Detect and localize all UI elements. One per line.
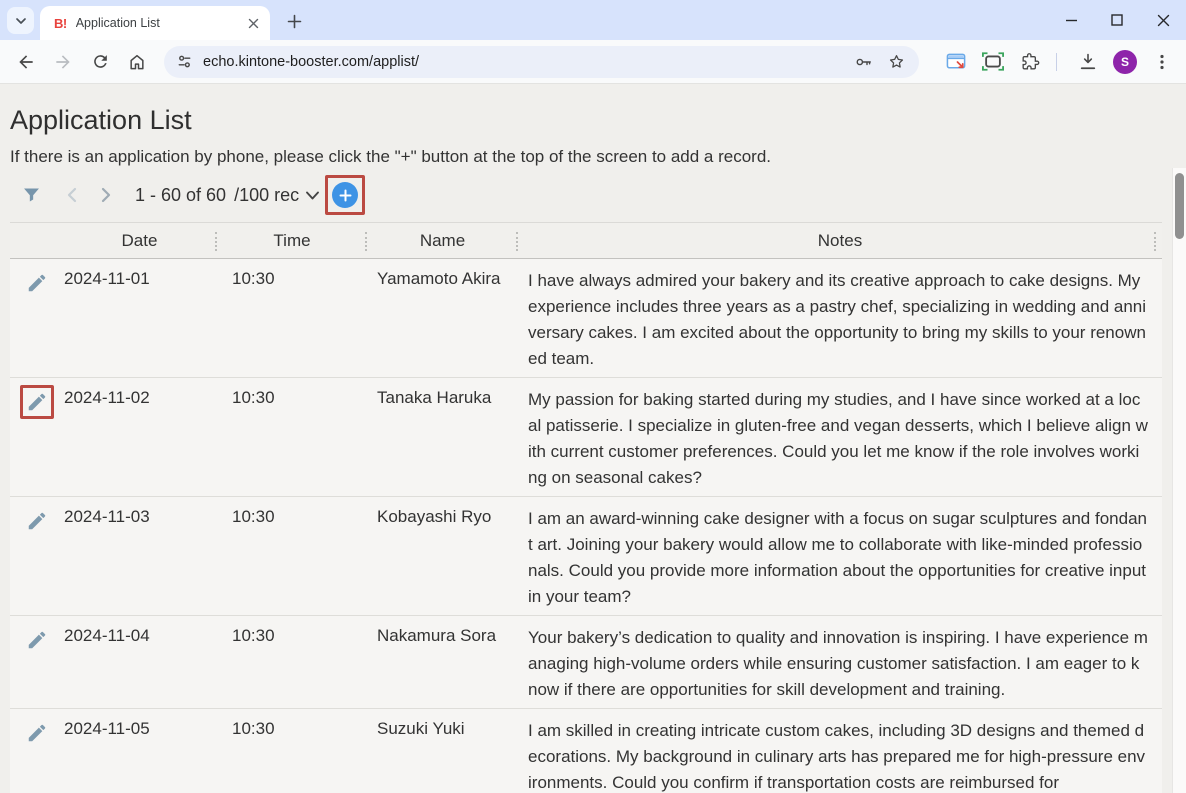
edit-record-button[interactable] xyxy=(20,385,54,419)
key-icon xyxy=(854,52,874,72)
edit-record-button[interactable] xyxy=(20,623,54,657)
table-body xyxy=(10,259,1162,793)
cell-time: 10:30 xyxy=(232,388,275,407)
cell-date: 2024-11-01 xyxy=(64,269,150,288)
cell-date: 2024-11-04 xyxy=(64,626,150,645)
home-button[interactable] xyxy=(123,48,151,76)
minimize-button[interactable] xyxy=(1048,0,1094,40)
header-date[interactable]: Date xyxy=(62,223,217,258)
tab-strip xyxy=(0,0,1186,40)
pencil-edit-icon xyxy=(26,629,48,651)
toolbar-divider xyxy=(1056,53,1057,71)
star-icon xyxy=(887,52,906,71)
extensions-area xyxy=(933,48,1176,76)
reload-icon xyxy=(91,52,110,71)
cell-name: Yamamoto Akira xyxy=(377,269,501,288)
record-range-text: 1 - 60 of 60 xyxy=(135,184,227,205)
table-header xyxy=(10,222,1162,259)
cell-date: 2024-11-05 xyxy=(64,719,150,738)
table-row[interactable] xyxy=(10,709,1162,793)
cell-name: Suzuki Yuki xyxy=(377,719,465,738)
cell-edit xyxy=(10,259,62,377)
maximize-icon xyxy=(1111,14,1123,26)
password-manager-button[interactable] xyxy=(851,49,877,75)
chevron-down-icon xyxy=(14,14,28,28)
tab-close-button[interactable] xyxy=(244,14,262,32)
browser-toolbar xyxy=(0,40,1186,84)
cell-name: Tanaka Haruka xyxy=(377,388,492,407)
annotation-box-add-button xyxy=(325,175,365,215)
records-table xyxy=(10,222,1162,793)
pencil-edit-icon xyxy=(26,272,48,294)
table-row[interactable] xyxy=(10,259,1162,378)
url-text[interactable]: echo.kintone-booster.com/applist/ xyxy=(203,53,420,70)
cell-time: 10:30 xyxy=(232,719,275,738)
window-controls xyxy=(1048,0,1186,40)
download-icon xyxy=(1078,52,1098,72)
cell-time: 10:30 xyxy=(232,269,275,288)
cell-time: 10:30 xyxy=(232,626,275,645)
edit-record-button[interactable] xyxy=(20,266,54,300)
extensions-puzzle-button[interactable] xyxy=(1016,48,1044,76)
plus-icon xyxy=(339,189,352,202)
site-settings-icon xyxy=(176,53,193,70)
chevron-right-icon xyxy=(100,187,112,203)
address-bar[interactable] xyxy=(164,46,919,78)
back-button[interactable] xyxy=(12,48,40,76)
cell-notes: I am an award-winning cake designer with a focus on sugar sculptures and fondant art. Joining your bakery would allow me to collaborate with like-minded professionals. Could you provide more information about the opportunities for creative input in your team? xyxy=(528,509,1147,606)
reload-button[interactable] xyxy=(86,48,114,76)
add-record-button[interactable] xyxy=(332,182,358,208)
maximize-button[interactable] xyxy=(1094,0,1140,40)
close-icon xyxy=(248,18,259,29)
pencil-edit-icon xyxy=(26,391,48,413)
header-name[interactable]: Name xyxy=(367,223,518,258)
screenshot-tool-icon xyxy=(946,52,967,72)
cell-edit xyxy=(10,378,62,496)
header-edit-column xyxy=(10,223,62,258)
cell-notes: I have always admired your bakery and its creative approach to cake designs. My experience includes three years as a pastry chef, specializing in wedding and anniversary cakes. I am excited about the opportunity to bring my skills to your renowned team. xyxy=(528,271,1147,368)
back-arrow-icon xyxy=(16,52,36,72)
next-page-button[interactable] xyxy=(95,182,117,208)
site-favicon: B! xyxy=(54,15,67,31)
chevron-left-icon xyxy=(66,187,78,203)
browser-window xyxy=(0,0,1186,84)
records-per-page-select[interactable] xyxy=(234,185,320,206)
profile-avatar: S xyxy=(1113,50,1137,74)
profile-button[interactable] xyxy=(1111,48,1139,76)
prev-page-button[interactable] xyxy=(61,182,83,208)
pencil-edit-icon xyxy=(26,510,48,532)
page-subtitle: If there is an application by phone, please click the "+" button at the top of the screen to add a record. xyxy=(10,147,772,166)
cell-edit xyxy=(10,709,62,793)
cell-edit xyxy=(10,497,62,615)
cell-time: 10:30 xyxy=(232,507,275,526)
cell-date: 2024-11-02 xyxy=(64,388,150,407)
filter-button[interactable] xyxy=(18,182,44,208)
cell-date: 2024-11-03 xyxy=(64,507,150,526)
cell-notes: Your bakery’s dedication to quality and innovation is inspiring. I have experience managing high-volume orders while ensuring customer satisfaction. I am eager to know if there are opportunities for skill development and training. xyxy=(528,628,1148,699)
tab-title: Application List xyxy=(75,16,160,30)
cell-name: Kobayashi Ryo xyxy=(377,507,492,526)
cell-name: Nakamura Sora xyxy=(377,626,497,645)
table-row[interactable] xyxy=(10,616,1162,709)
cell-notes: My passion for baking started during my studies, and I have since worked at a local patisserie. I specialize in gluten-free and vegan desserts, which I believe align with current customer preferences. Could you let me know if the role involves working on seasonal cakes? xyxy=(528,390,1148,487)
page-content xyxy=(0,84,1186,793)
table-row[interactable] xyxy=(10,497,1162,616)
header-notes[interactable]: Notes xyxy=(518,223,1162,258)
edit-record-button[interactable] xyxy=(20,504,54,538)
page-title: Application List xyxy=(10,105,192,135)
kebab-menu-icon xyxy=(1154,53,1170,71)
cell-notes: I am skilled in creating intricate custom cakes, including 3D designs and themed decorations. My background in culinary arts has prepared me for high-pressure environments. Could you confirm if transportation costs are reimbursed for xyxy=(528,721,1146,792)
records-per-page-value: /100 rec xyxy=(234,184,300,205)
fullpage-capture-extension-button[interactable] xyxy=(979,48,1007,76)
cell-edit xyxy=(10,616,62,708)
home-icon xyxy=(127,52,147,72)
forward-button[interactable] xyxy=(49,48,77,76)
list-toolbar xyxy=(10,174,1186,216)
table-row[interactable] xyxy=(10,378,1162,497)
browser-tab[interactable] xyxy=(40,6,270,40)
edit-record-button[interactable] xyxy=(20,716,54,750)
forward-arrow-icon xyxy=(53,52,73,72)
vertical-scrollbar[interactable] xyxy=(1172,168,1186,793)
minimize-icon xyxy=(1065,14,1078,27)
new-tab-button[interactable] xyxy=(282,9,306,33)
puzzle-icon xyxy=(1020,52,1040,72)
browser-menu-button[interactable] xyxy=(1148,48,1176,76)
filter-funnel-icon xyxy=(21,185,42,206)
tab-search-button[interactable] xyxy=(7,7,34,34)
frame-capture-icon xyxy=(982,52,1004,71)
plus-icon xyxy=(287,14,302,29)
close-icon xyxy=(1157,14,1170,27)
downloads-button[interactable] xyxy=(1074,48,1102,76)
close-window-button[interactable] xyxy=(1140,0,1186,40)
bookmark-star-button[interactable] xyxy=(883,49,909,75)
screenshot-extension-button[interactable] xyxy=(942,48,970,76)
chevron-down-icon xyxy=(305,190,320,201)
scrollbar-thumb[interactable] xyxy=(1175,173,1184,239)
header-time[interactable]: Time xyxy=(217,223,367,258)
pencil-edit-icon xyxy=(26,722,48,744)
